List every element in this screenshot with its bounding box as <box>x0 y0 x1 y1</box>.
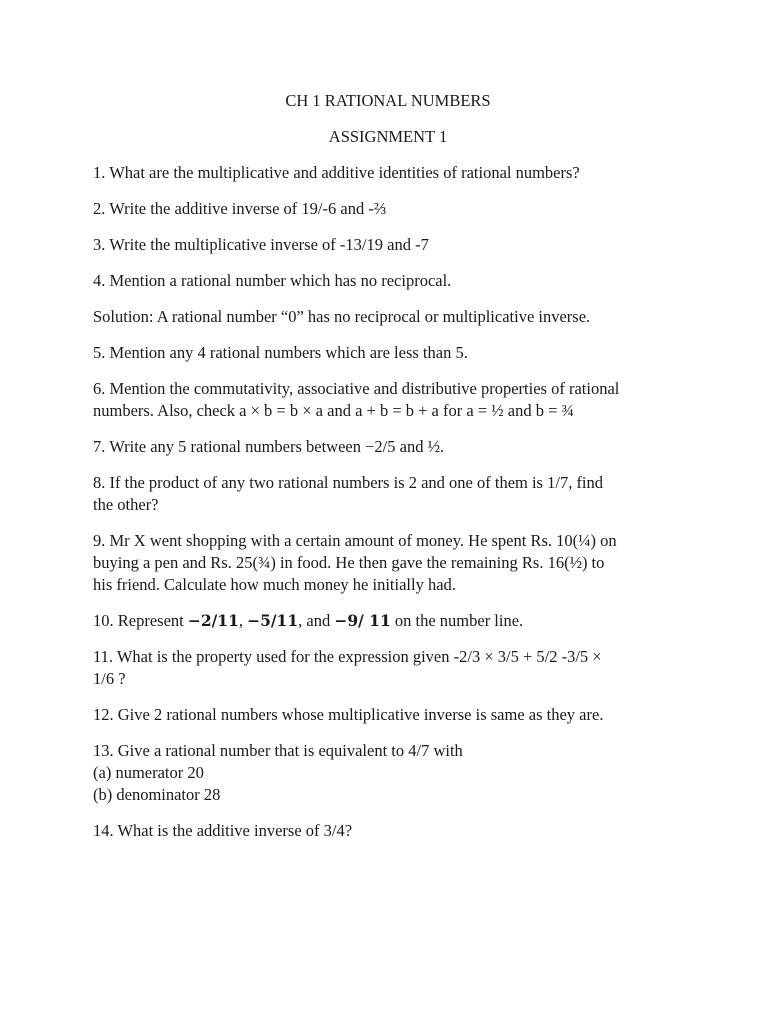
question-13-option-b: (b) denominator 28 <box>93 785 221 804</box>
question-14: 14. What is the additive inverse of 3/4? <box>93 821 353 840</box>
question-6 <box>93 378 683 422</box>
question-13-line-1: 13. Give a rational number that is equivalent to 4/7 with <box>93 741 463 760</box>
question-7: 7. Write any 5 rational numbers between −2/5 and ½. <box>93 437 445 456</box>
question-5: 5. Mention any 4 rational numbers which are less than 5. <box>93 343 468 362</box>
fraction-minus-2-11: −2/11 <box>187 611 239 630</box>
question-10-separator-1: , <box>238 611 248 630</box>
question-10 <box>93 610 683 632</box>
question-11-line-2: 1/6 ? <box>93 669 126 688</box>
question-11-line-1: 11. What is the property used for the expression given -2/3 × 3/5 + 5/2 -3/5 × <box>93 647 602 666</box>
question-10-prefix: 10. Represent <box>93 611 188 630</box>
question-2: 2. Write the additive inverse of 19/-6 and -⅔ <box>93 199 387 218</box>
question-10-separator-2: , and <box>298 611 335 630</box>
document-page <box>93 90 683 842</box>
question-1: 1. What are the multiplicative and additive identities of rational numbers? <box>93 163 580 182</box>
question-11 <box>93 646 683 690</box>
question-8-line-1: 8. If the product of any two rational numbers is 2 and one of them is 1/7, find <box>93 473 604 492</box>
question-6-line-2: numbers. Also, check a × b = b × a and a + b = b + a for a = ½ and b = ¾ <box>93 401 574 420</box>
question-4: 4. Mention a rational number which has no reciprocal. <box>93 271 452 290</box>
document-title: CH 1 RATIONAL NUMBERS <box>285 91 491 110</box>
question-9-line-1: 9. Mr X went shopping with a certain amount of money. He spent Rs. 10(¼) on <box>93 531 617 550</box>
question-9-line-2: buying a pen and Rs. 25(¾) in food. He then gave the remaining Rs. 16(½) to <box>93 553 605 572</box>
question-9-line-3: his friend. Calculate how much money he initially had. <box>93 575 456 594</box>
question-9 <box>93 530 683 596</box>
question-13-option-a: (a) numerator 20 <box>93 763 204 782</box>
question-13 <box>93 740 683 806</box>
question-8 <box>93 472 683 516</box>
question-8-line-2: the other? <box>93 495 159 514</box>
question-6-line-1: 6. Mention the commutativity, associative and distributive properties of rational <box>93 379 620 398</box>
fraction-minus-5-11: −5/11 <box>247 611 299 630</box>
solution-text: Solution: A rational number “0” has no reciprocal or multiplicative inverse. <box>93 307 591 326</box>
question-10-suffix: on the number line. <box>390 611 524 630</box>
assignment-heading: ASSIGNMENT 1 <box>328 127 448 146</box>
fraction-minus-9-11: −9/ 11 <box>334 611 391 630</box>
question-12: 12. Give 2 rational numbers whose multiplicative inverse is same as they are. <box>93 705 604 724</box>
question-3: 3. Write the multiplicative inverse of -13/19 and -7 <box>93 235 429 254</box>
